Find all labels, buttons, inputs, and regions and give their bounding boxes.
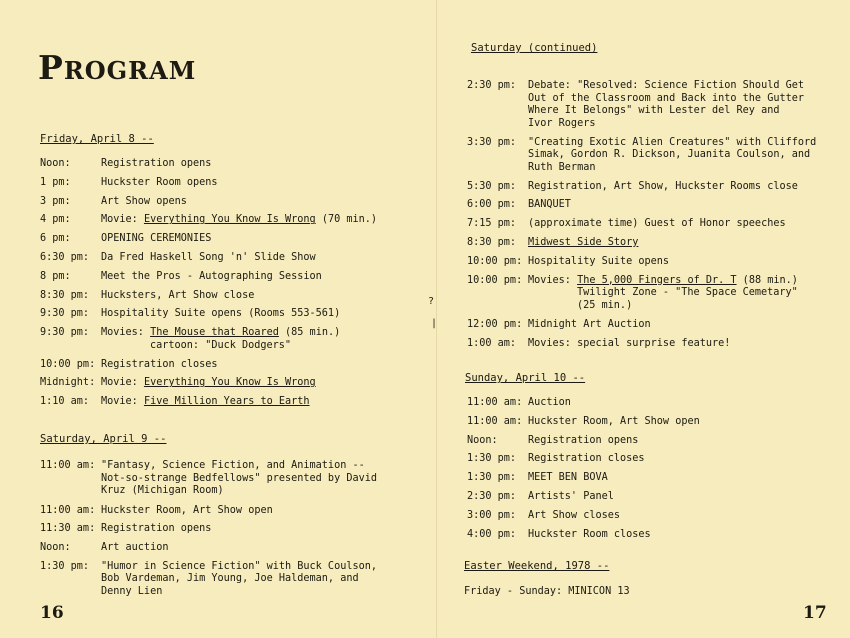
event-text: Movies: <box>101 327 151 339</box>
event-time: 8:30 pm: <box>467 236 517 248</box>
right-page <box>436 0 850 638</box>
event-description <box>101 308 340 321</box>
event-description <box>101 158 211 171</box>
event-time: 6 pm: <box>40 233 71 245</box>
event-time: 12:00 pm: <box>467 318 523 330</box>
event-description <box>101 233 211 246</box>
event-description <box>528 256 669 269</box>
event-time: 11:00 am: <box>467 397 523 408</box>
event-description <box>528 237 638 250</box>
easter-weekend-line: Friday - Sunday: MINICON 13 <box>464 586 630 597</box>
event-time: 4 pm: <box>40 214 71 226</box>
event-time: 5:30 pm: <box>467 180 517 192</box>
event-text: Da Fred Haskell Song 'n' Slide Show <box>101 252 316 263</box>
event-description <box>528 491 614 504</box>
event-time: 1 pm: <box>40 176 71 188</box>
event-description <box>101 396 310 409</box>
saturday-continued-header: Saturday (continued) <box>471 42 598 54</box>
event-description <box>528 80 804 130</box>
event-time: 6:00 pm: <box>467 199 517 211</box>
event-description <box>528 510 620 523</box>
event-time: 11:00 am: <box>467 415 523 427</box>
event-time: Noon: <box>40 158 71 169</box>
event-time: 9:30 pm: <box>40 327 90 339</box>
event-text-continued: Out of the Classroom and Back into the Gutter <box>528 92 805 104</box>
event-time: 1:30 pm: <box>467 472 517 484</box>
event-text: Registration opens <box>528 434 639 446</box>
event-text-continued: Simak, Gordon R. Dickson, Juanita Coulson, and <box>528 149 811 160</box>
event-text: Art Show closes <box>528 509 621 521</box>
event-text: Hucksters, Art Show close <box>101 289 255 301</box>
event-description <box>101 252 316 265</box>
event-time: 10:00 pm: <box>467 255 523 267</box>
event-time: Noon: <box>467 434 498 446</box>
event-text: Movie: <box>101 214 144 226</box>
event-description <box>528 338 730 351</box>
event-text: Huckster Room, Art Show open <box>528 415 700 427</box>
event-description <box>528 218 786 231</box>
event-description <box>101 542 168 555</box>
program-title: PROGRAM <box>38 48 197 87</box>
event-time: 7:15 pm: <box>467 218 517 230</box>
event-text: (approximate time) Guest of Honor speeches <box>528 218 786 230</box>
page-number-left: 16 <box>40 603 64 623</box>
event-title: Everything You Know Is Wrong <box>143 377 316 389</box>
event-text: Registration opens <box>101 523 212 535</box>
event-description <box>528 319 651 332</box>
event-text-continued: Twilight Zone - "The Space Cemetary" <box>577 287 798 298</box>
event-text: Movies: special surprise feature! <box>528 337 731 349</box>
event-text-continued: Not-so-strange Bedfellows" presented by David <box>101 472 378 484</box>
event-time: 8:30 pm: <box>40 289 90 301</box>
event-description <box>101 271 322 284</box>
event-time: Noon: <box>40 542 71 554</box>
event-description <box>101 460 377 498</box>
event-time: 6:30 pm: <box>40 252 90 263</box>
event-time: 11:30 am: <box>40 523 96 535</box>
event-description <box>101 505 273 518</box>
event-text-continued: cartoon: "Duck Dodgers" <box>150 339 292 351</box>
event-text: Hospitality Suite opens <box>528 255 670 267</box>
event-time: 2:30 pm: <box>467 80 517 91</box>
event-text: Debate: "Resolved: Science Fiction Should Get <box>528 80 805 91</box>
event-description <box>101 359 218 372</box>
event-description <box>528 472 608 485</box>
event-description <box>528 275 798 313</box>
event-description <box>101 377 316 390</box>
event-text: "Fantasy, Science Fiction, and Animation -- <box>101 460 365 471</box>
event-text-continued: Where It Belongs" with Lester del Rey and <box>528 105 780 116</box>
event-description <box>528 181 798 194</box>
event-description <box>101 523 211 536</box>
event-time: 11:00 am: <box>40 504 96 516</box>
saturday-header: Saturday, April 9 -- <box>40 433 167 445</box>
event-text-continued: Ivor Rogers <box>528 117 596 129</box>
event-text-continued: (25 min.) <box>577 299 633 311</box>
event-time: 1:00 am: <box>467 337 517 349</box>
event-time: 3:30 pm: <box>467 136 517 148</box>
event-description <box>101 214 377 227</box>
event-description <box>528 137 816 175</box>
event-text: Meet the Pros - Autographing Session <box>101 270 322 282</box>
event-text: MEET BEN BOVA <box>528 472 608 484</box>
event-time: 3:00 pm: <box>467 509 517 521</box>
event-title: The Mouse that Roared <box>150 327 279 339</box>
event-text: (85 min.) <box>278 327 341 339</box>
event-title: Midwest Side Story <box>528 236 639 248</box>
event-time: 10:00 pm: <box>40 358 96 370</box>
margin-mark: ? <box>428 296 435 307</box>
event-text: "Creating Exotic Alien Creatures" with Clifford <box>528 136 817 148</box>
event-text-continued: Kruz (Michigan Room) <box>101 485 224 496</box>
event-time: 2:30 pm: <box>467 491 517 502</box>
event-text: Artists' Panel <box>528 491 614 502</box>
event-text: BANQUET <box>528 199 571 211</box>
event-text: (70 min.) <box>315 214 378 226</box>
event-text: Movie: <box>101 377 144 389</box>
event-text-continued: Bob Vardeman, Jim Young, Joe Haldeman, and <box>101 573 359 585</box>
event-description <box>101 327 340 352</box>
event-text: Art Show opens <box>101 195 187 207</box>
event-time: 4:00 pm: <box>467 528 517 540</box>
event-time: 3 pm: <box>40 195 71 207</box>
event-description <box>101 561 377 599</box>
event-text: Movie: <box>101 396 144 408</box>
event-time: 1:10 am: <box>40 396 90 408</box>
event-description <box>528 435 638 448</box>
event-text: Art auction <box>101 542 169 554</box>
event-text: Movies: <box>528 274 578 286</box>
event-description <box>101 196 187 209</box>
event-time: 8 pm: <box>40 270 71 282</box>
event-description <box>528 529 651 542</box>
event-text-continued: Ruth Berman <box>528 161 596 173</box>
event-time: 1:30 pm: <box>40 560 90 572</box>
event-time: 11:00 am: <box>40 460 96 471</box>
event-text: OPENING CEREMONIES <box>101 233 212 245</box>
event-description <box>528 453 645 466</box>
event-time: 9:30 pm: <box>40 308 90 320</box>
event-time: 1:30 pm: <box>467 453 517 465</box>
easter-weekend-header: Easter Weekend, 1978 -- <box>464 560 610 572</box>
event-text: Midnight Art Auction <box>528 318 651 330</box>
event-text: Registration closes <box>528 453 645 465</box>
margin-mark: | <box>431 318 438 329</box>
sunday-header: Sunday, April 10 -- <box>465 372 586 384</box>
event-description <box>528 397 571 410</box>
event-title: Five Million Years to Earth <box>143 396 310 408</box>
event-text: Registration, Art Show, Huckster Rooms close <box>528 180 798 192</box>
event-text: Huckster Room, Art Show open <box>101 504 273 516</box>
event-title: The 5,000 Fingers of Dr. T <box>577 274 737 286</box>
event-time: 10:00 pm: <box>467 274 523 286</box>
event-description <box>528 199 571 212</box>
event-text: Auction <box>528 397 571 408</box>
event-text: (88 min.) <box>736 274 798 286</box>
friday-header: Friday, April 8 -- <box>40 133 154 145</box>
event-description <box>101 177 218 190</box>
event-text: Huckster Room opens <box>101 176 218 188</box>
event-title: Everything You Know Is Wrong <box>143 214 316 226</box>
event-text: Registration opens <box>101 158 212 169</box>
event-description <box>101 290 254 303</box>
event-text: Hospitality Suite opens (Rooms 553-561) <box>101 308 341 320</box>
event-text-continued: Denny Lien <box>101 585 163 597</box>
event-text: "Humor in Science Fiction" with Buck Coulson, <box>101 560 378 572</box>
event-text: Registration closes <box>101 358 218 370</box>
event-description <box>528 416 700 429</box>
page-number-right: 17 <box>803 603 827 623</box>
event-time: Midnight: <box>40 377 96 389</box>
event-text: Huckster Room closes <box>528 528 651 540</box>
